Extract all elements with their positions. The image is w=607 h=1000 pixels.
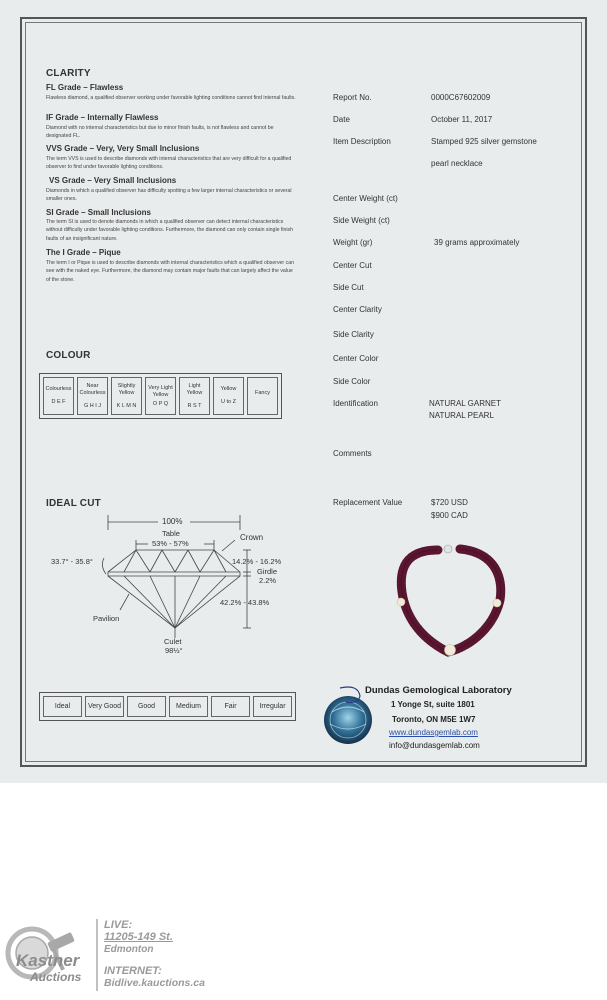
cut-total-label: 100% [162, 517, 183, 526]
colour-grades: D E F [51, 399, 66, 405]
cut-grade-very-good: Very Good [85, 696, 124, 717]
cut-culet-label: Culet [164, 637, 182, 646]
side-color-label: Side Color [333, 377, 371, 386]
colour-name: Near Colourless [79, 382, 106, 396]
colour-cell-fancy [247, 377, 278, 415]
cut-pavilion-label: Pavilion [93, 614, 120, 623]
colour-name: Colourless [45, 386, 72, 392]
center-color-label: Center Color [333, 354, 379, 363]
watermark-divider [96, 919, 98, 991]
identification-label: Identification [333, 399, 378, 408]
grade-fl-desc: Flawless diamond, a qualified observer working under favorable lighting conditions cannot find internal faults. [46, 95, 296, 101]
colour-name: Light Yellow [186, 382, 203, 396]
center-weight-label: Center Weight (ct) [333, 194, 398, 203]
report-no-label: Report No. [333, 93, 372, 102]
grade-if-title: IF Grade – Internally Flawless [46, 113, 159, 122]
lab-address-line1: 1 Yonge St, suite 1801 [391, 700, 475, 709]
date-value: October 11, 2017 [431, 115, 493, 124]
side-weight-label: Side Weight (ct) [333, 216, 390, 225]
cut-crown-height: 14.2% - 16.2% [232, 557, 282, 566]
colour-cell-very-light-yellow [145, 377, 176, 415]
auction-logo-bottom: Auctions [30, 970, 82, 984]
cut-grade-irregular: Irregular [253, 696, 292, 717]
colour-name: Fancy [255, 389, 270, 396]
lab-name: Dundas Gemological Laboratory [365, 685, 512, 696]
lab-email: info@dundasgemlab.com [389, 741, 480, 750]
cut-table-range: 53% - 57% [152, 539, 189, 548]
side-clarity-label: Side Clarity [333, 330, 374, 339]
weight-value: 39 grams approximately [434, 238, 520, 247]
cut-crown-label: Crown [240, 533, 264, 542]
weight-label: Weight (gr) [333, 238, 373, 247]
item-description-label: Item Description [333, 137, 391, 146]
cut-table-label: Table [162, 529, 180, 538]
colour-name: Yellow [220, 386, 237, 392]
replacement-cad: $900 CAD [431, 511, 468, 520]
grade-i-title: The I Grade – Pique [46, 248, 121, 257]
cut-crown-angle: 33.7° - 35.8° [51, 557, 93, 566]
grade-vs-desc: Diamonds in which a qualified observer has difficulty spotting a few larger internal characteristics or several smaller ones. [46, 188, 292, 203]
identification-pearl: NATURAL PEARL [429, 411, 494, 420]
auction-watermark [0, 905, 230, 1000]
cut-grade-fair: Fair [211, 696, 250, 717]
auction-logo-top: Kastner [16, 951, 80, 970]
item-description-line2: pearl necklace [431, 159, 483, 168]
cut-girdle-label: Girdle [257, 567, 278, 576]
replacement-usd: $720 USD [431, 498, 468, 507]
colour-heading: COLOUR [46, 350, 91, 361]
live-city: Edmonton [104, 944, 154, 955]
internet-label: INTERNET: [104, 965, 162, 977]
colour-cell-light-yellow [179, 377, 210, 415]
grade-si-title: SI Grade – Small Inclusions [46, 208, 151, 217]
side-cut-label: Side Cut [333, 283, 364, 292]
internet-site[interactable]: Bidlive.kauctions.ca [104, 977, 205, 989]
live-label: LIVE: [104, 919, 133, 931]
comments-label: Comments [333, 449, 372, 458]
lab-website-link[interactable]: www.dundasgemlab.com [389, 728, 478, 737]
grade-vvs-desc: The term VVS is used to describe diamonds with internal characteristics that are very difficult for a qualified observer to find under favorable lighting conditions. [46, 156, 292, 171]
cut-grade-medium: Medium [169, 696, 208, 717]
necklace-photo [390, 540, 510, 665]
colour-name: Very Light Yellow [148, 384, 173, 398]
cut-grade-table [39, 692, 296, 721]
cut-grade-good: Good [127, 696, 166, 717]
grade-i-desc: The term I or Pique is used to describe diamonds with internal characteristics which a qualified observer can see with the naked eye. Furthermore, the diamond may contain major faults that can largely affect the value of the stone. [46, 260, 294, 283]
colour-cell-slightly-yellow [111, 377, 142, 415]
colour-cell-near-colourless [77, 377, 108, 415]
colour-scale-table [39, 373, 282, 419]
grade-if-desc: Diamond with no internal characteristics but due to minor finish faults, is not flawless and cannot be designated FL. [46, 125, 274, 140]
cut-grade-ideal: Ideal [43, 696, 82, 717]
colour-grades: U to Z [221, 399, 236, 405]
ideal-cut-heading: IDEAL CUT [46, 498, 101, 509]
colour-grades: G H I J [83, 402, 102, 409]
lab-address-line2: Toronto, ON M5E 1W7 [392, 715, 476, 724]
center-clarity-label: Center Clarity [333, 305, 382, 314]
colour-grades: R S T [187, 402, 202, 409]
date-label: Date [333, 115, 350, 124]
grade-vvs-title: VVS Grade – Very, Very Small Inclusions [46, 144, 200, 153]
grade-si-desc: The term SI is used to denote diamonds in which a qualified observer can detect internal characteristics without difficulty under favorable lighting conditions. Furthermore, the diamond can only contain single finish faults of an insignificant nature. [46, 219, 294, 242]
colour-name: Slightly Yellow [117, 382, 136, 396]
center-cut-label: Center Cut [333, 261, 372, 270]
cut-girdle-pct: 2.2% [259, 576, 277, 585]
cut-culet-pct: 98½° [165, 646, 183, 655]
live-address: 11205-149 St. [104, 931, 173, 943]
grade-vs-title: VS Grade – Very Small Inclusions [49, 176, 177, 185]
colour-grades: K L M N [116, 402, 137, 409]
colour-cell-yellow [213, 377, 244, 415]
clarity-heading: CLARITY [46, 68, 91, 79]
colour-cell-colourless [43, 377, 74, 415]
report-no-value: 0000C67602009 [431, 93, 491, 102]
grade-fl-title: FL Grade – Flawless [46, 83, 124, 92]
identification-garnet: NATURAL GARNET [429, 399, 502, 408]
replacement-value-label: Replacement Value [333, 498, 403, 507]
item-description-line1: Stamped 925 silver gemstone [431, 137, 537, 146]
colour-grades: O P Q [152, 400, 169, 407]
cut-pavilion-depth: 42.2% - 43.8% [220, 598, 270, 607]
